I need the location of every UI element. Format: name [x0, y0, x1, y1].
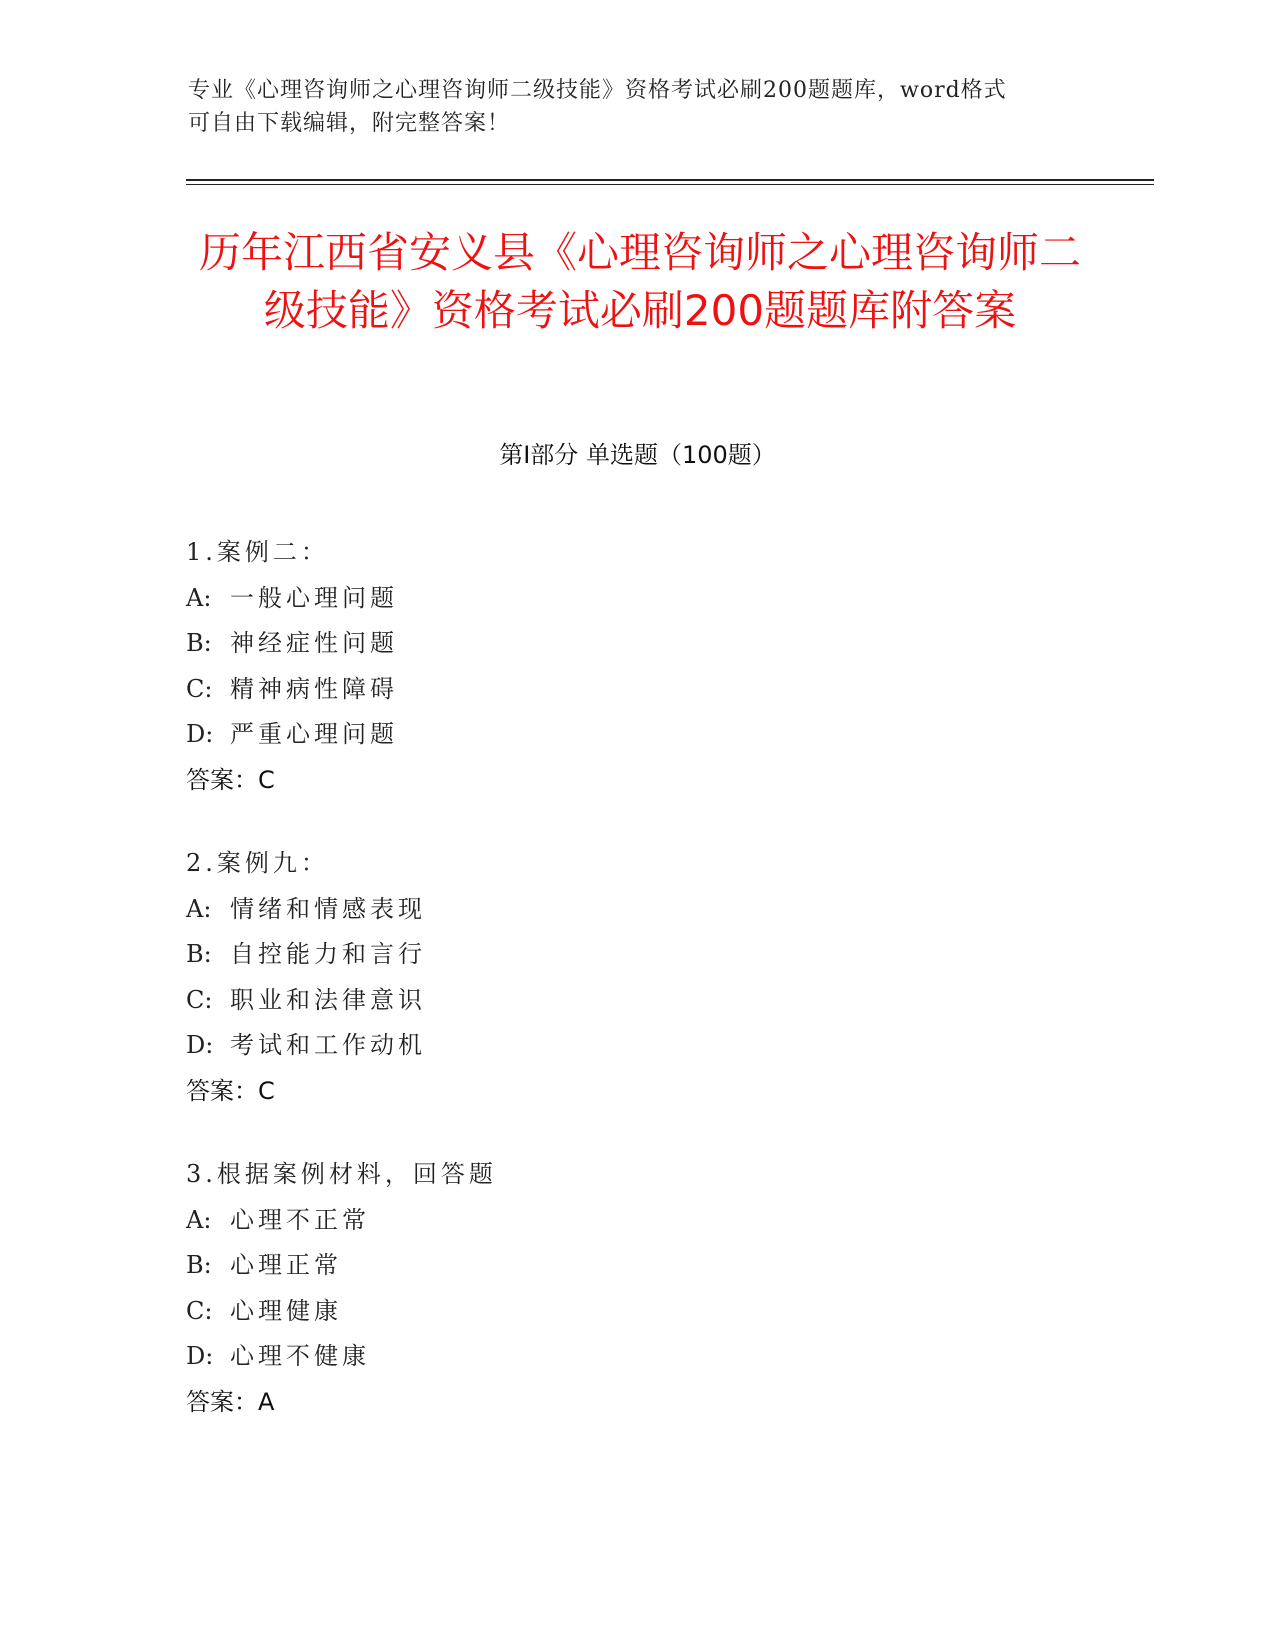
question-1: [186, 530, 1086, 803]
option-text: 神经症性问题: [230, 629, 398, 657]
header-note-line-2: 可自由下载编辑，附完整答案！: [188, 111, 511, 136]
question-number: 2.: [186, 849, 217, 877]
question-list: [186, 530, 1086, 1463]
option-key: D:: [186, 1031, 214, 1059]
question-text: 案例九：: [216, 849, 329, 877]
option-text: 自控能力和言行: [230, 940, 426, 968]
option-c: [186, 978, 1086, 1024]
question-stem: [186, 1152, 1086, 1198]
question-stem: [186, 841, 1086, 887]
option-b: [186, 1243, 1086, 1289]
option-key: D:: [186, 720, 214, 748]
option-key: C:: [186, 1296, 213, 1325]
option-d: [186, 712, 1086, 758]
option-text: 心理不正常: [230, 1205, 370, 1234]
option-text: 心理正常: [230, 1251, 342, 1279]
option-text: 职业和法律意识: [230, 985, 426, 1014]
question-text: 案例二：: [216, 538, 329, 566]
option-d: [186, 1023, 1086, 1069]
answer: 答案：A: [186, 1387, 275, 1416]
option-key: A:: [186, 894, 212, 923]
option-key: C:: [186, 674, 213, 703]
header-divider: [186, 179, 1154, 185]
option-text: 考试和工作动机: [230, 1031, 426, 1059]
question-text: 根据案例材料，回答题: [216, 1160, 497, 1188]
option-text: 精神病性障碍: [230, 674, 398, 703]
option-key: B:: [186, 629, 212, 657]
option-a: [186, 1198, 1086, 1244]
question-3: [186, 1152, 1086, 1425]
option-key: A:: [186, 1205, 212, 1234]
option-c: [186, 667, 1086, 713]
option-text: 心理不健康: [230, 1342, 370, 1370]
answer: 答案：C: [186, 1076, 275, 1105]
section-heading: 第Ⅰ部分 单选题（100题）: [499, 441, 776, 469]
answer: 答案：C: [186, 765, 275, 794]
question-2: [186, 841, 1086, 1114]
option-key: C:: [186, 985, 213, 1014]
option-text: 严重心理问题: [230, 720, 398, 748]
document-title: 历年江西省安义县《心理咨询师之心理咨询师二级技能》资格考试必刷200题题库附答案: [198, 228, 1081, 335]
option-key: A:: [186, 583, 212, 612]
header-note-line-1: 专业《心理咨询师之心理咨询师二级技能》资格考试必刷200题题库，word格式: [188, 78, 1007, 103]
option-key: B:: [186, 940, 212, 968]
option-d: [186, 1334, 1086, 1380]
option-text: 心理健康: [230, 1296, 342, 1325]
option-b: [186, 932, 1086, 978]
option-a: [186, 576, 1086, 622]
header-note: [188, 74, 1088, 140]
option-text: 一般心理问题: [230, 583, 398, 612]
option-key: B:: [186, 1251, 212, 1279]
option-b: [186, 621, 1086, 667]
question-stem: [186, 530, 1086, 576]
question-number: 3.: [186, 1160, 217, 1188]
option-c: [186, 1289, 1086, 1335]
question-number: 1.: [186, 538, 217, 566]
option-a: [186, 887, 1086, 933]
option-text: 情绪和情感表现: [230, 894, 426, 923]
option-key: D:: [186, 1342, 214, 1370]
